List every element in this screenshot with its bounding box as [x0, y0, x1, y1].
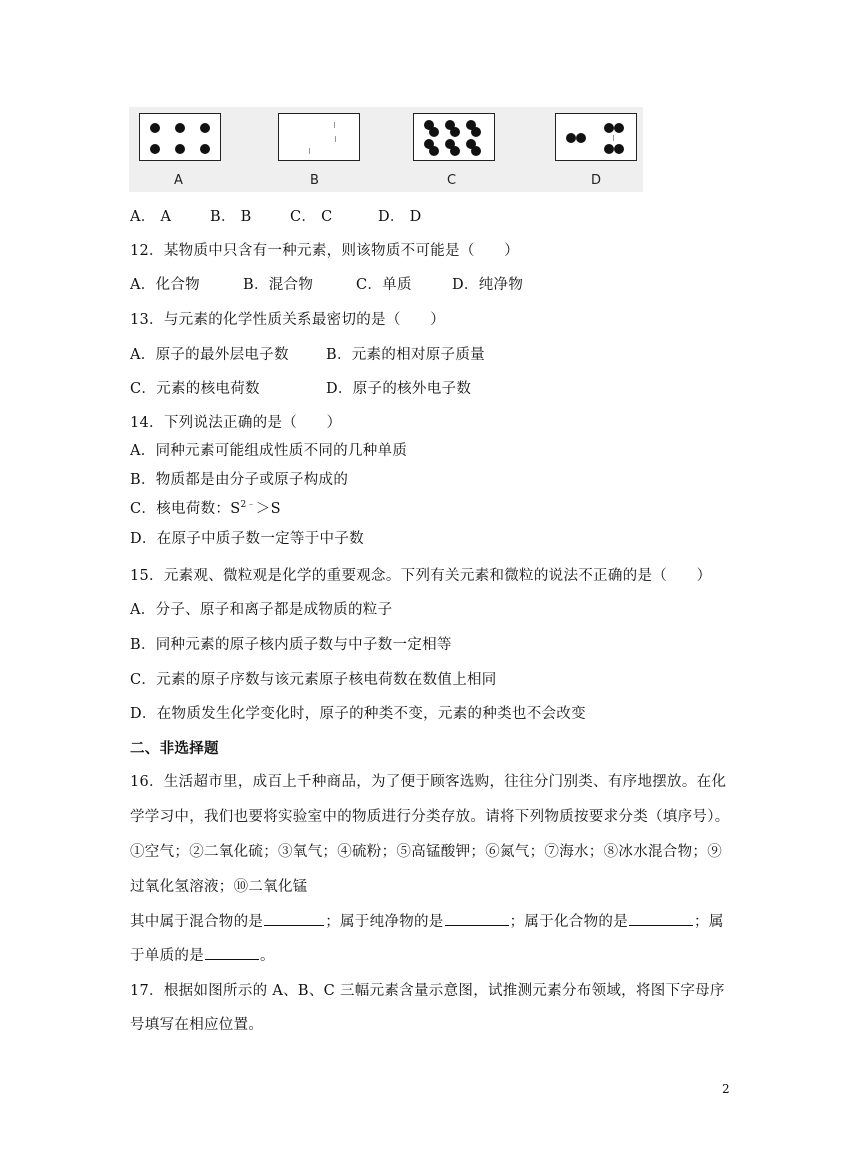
q12-options — [130, 273, 523, 294]
particle — [175, 144, 185, 154]
particle — [429, 146, 439, 156]
mixture-answer-blank[interactable] — [264, 924, 324, 926]
section-heading: 二、非选择题 — [130, 740, 219, 757]
particle — [614, 123, 624, 133]
q13-options-row1 — [130, 343, 485, 364]
faint-mark — [309, 148, 310, 154]
diagram-label-b: B — [310, 173, 319, 188]
particle — [450, 146, 460, 156]
q16-fill-label-mixture: 其中属于混合物的是 — [130, 914, 264, 930]
q14-option-a[interactable]: A．同种元素可能组成性质不同的几种单质 — [130, 443, 408, 459]
q16-fill-label-pure: ；属于纯净物的是 — [325, 914, 444, 930]
pure-substance-answer-blank[interactable] — [445, 924, 509, 926]
q15-stem: 15．元素观、微粒观是化学的重要观念。下列有关元素和微粒的说法不正确的是（ ） — [130, 568, 712, 584]
q16-fill-row-1 — [130, 910, 724, 931]
diagram-b — [278, 113, 360, 161]
q16-fill-label-element-cont: 于单质的是 — [130, 948, 204, 964]
q14-option-d[interactable]: D．在原子中质子数一定等于中子数 — [130, 531, 364, 547]
faint-mark — [334, 122, 335, 128]
q16-line-2: 学学习中，我们也要将实验室中的物质进行分类存放。请将下列物质按要求分类（填序号）。 — [130, 809, 730, 825]
particle — [150, 123, 160, 133]
q14-option-c-charge: 2﹣ — [240, 500, 256, 511]
q16-line-3: ①空气；②二氧化硫；③氧气；④硫粉；⑤高锰酸钾；⑥氮气；⑦海水；⑧冰水混合物；⑨ — [130, 844, 722, 860]
q14-option-b[interactable]: B．物质都是由分子或原子构成的 — [130, 472, 349, 488]
q15-option-b[interactable]: B．同种元素的原子核内质子数与中子数一定相等 — [130, 637, 452, 653]
q12-option-a[interactable]: A．化合物 — [130, 277, 200, 293]
particle — [429, 127, 439, 137]
q14-option-c-tail: ＞S — [255, 501, 281, 517]
diagram-label-c: C — [447, 173, 457, 188]
q15-option-a[interactable]: A．分子、原子和离子都是成物质的粒子 — [130, 602, 393, 618]
element-answer-blank[interactable] — [205, 958, 259, 960]
q16-fill-label-element: ；属 — [694, 914, 724, 930]
faint-mark — [335, 136, 336, 142]
compound-answer-blank[interactable] — [629, 924, 693, 926]
particle — [614, 144, 624, 154]
q17-line-1: 17．根据如图所示的 A、B、C 三幅元素含量示意图，试推测元素分布领域，将图下字母序 — [130, 983, 725, 999]
q12-option-c[interactable]: C．单质 — [356, 277, 412, 293]
q11-option-a[interactable]: A． A — [130, 209, 172, 225]
particle — [566, 133, 576, 143]
q15-option-c[interactable]: C．元素的原子序数与该元素原子核电荷数在数值上相同 — [130, 672, 497, 688]
particle — [576, 133, 586, 143]
q17-line-2: 号填写在相应位置。 — [130, 1017, 264, 1033]
q12-option-d[interactable]: D．纯净物 — [452, 277, 524, 293]
q13-options-row2 — [130, 377, 471, 398]
q11-option-b[interactable]: B． B — [210, 209, 252, 225]
q16-fill-end: 。 — [260, 948, 275, 964]
q16-fill-label-compound: ；属于化合物的是 — [509, 914, 629, 930]
particle — [450, 127, 460, 137]
q13-option-a[interactable]: A．原子的最外层电子数 — [130, 347, 289, 363]
q15-option-d[interactable]: D．在物质发生化学变化时，原子的种类不变，元素的种类也不会改变 — [130, 706, 586, 722]
particle-figure — [129, 107, 643, 192]
particle — [150, 144, 160, 154]
q13-option-c[interactable]: C．元素的核电荷数 — [130, 381, 260, 397]
q14-option-c-text: C．核电荷数：S — [130, 501, 241, 517]
q12-option-b[interactable]: B．混合物 — [243, 277, 314, 293]
diagram-label-d: D — [591, 173, 602, 188]
q12-stem: 12．某物质中只含有一种元素，则该物质不可能是（ ） — [130, 243, 520, 259]
faint-mark — [613, 135, 614, 141]
diagram-label-a: A — [174, 173, 183, 188]
particle — [175, 123, 185, 133]
diagram-a — [139, 113, 221, 161]
q11-options — [130, 205, 422, 226]
q16-line-4: 过氧化氢溶液；⑩二氧化锰 — [130, 879, 308, 895]
particle — [604, 144, 614, 154]
diagram-d — [555, 113, 637, 161]
q11-option-d[interactable]: D． D — [378, 209, 422, 225]
q16-line-1: 16．生活超市里，成百上千种商品，为了便于顾客选购，往往分门别类、有序地摆放。在化 — [130, 774, 727, 790]
particle — [200, 123, 210, 133]
q14-option-c[interactable] — [130, 497, 281, 518]
q16-fill-row-2 — [130, 944, 275, 965]
q13-stem: 13．与元素的化学性质关系最密切的是（ ） — [130, 312, 446, 328]
page-number: 2 — [722, 1082, 730, 1096]
particle — [471, 127, 481, 137]
diagram-c — [413, 113, 495, 161]
q14-stem: 14．下列说法正确的是（ ） — [130, 415, 342, 431]
q11-option-c[interactable]: C． C — [290, 209, 333, 225]
q13-option-d[interactable]: D．原子的核外电子数 — [326, 381, 472, 397]
particle — [604, 123, 614, 133]
particle — [471, 146, 481, 156]
particle — [200, 144, 210, 154]
q13-option-b[interactable]: B．元素的相对原子质量 — [326, 347, 485, 363]
